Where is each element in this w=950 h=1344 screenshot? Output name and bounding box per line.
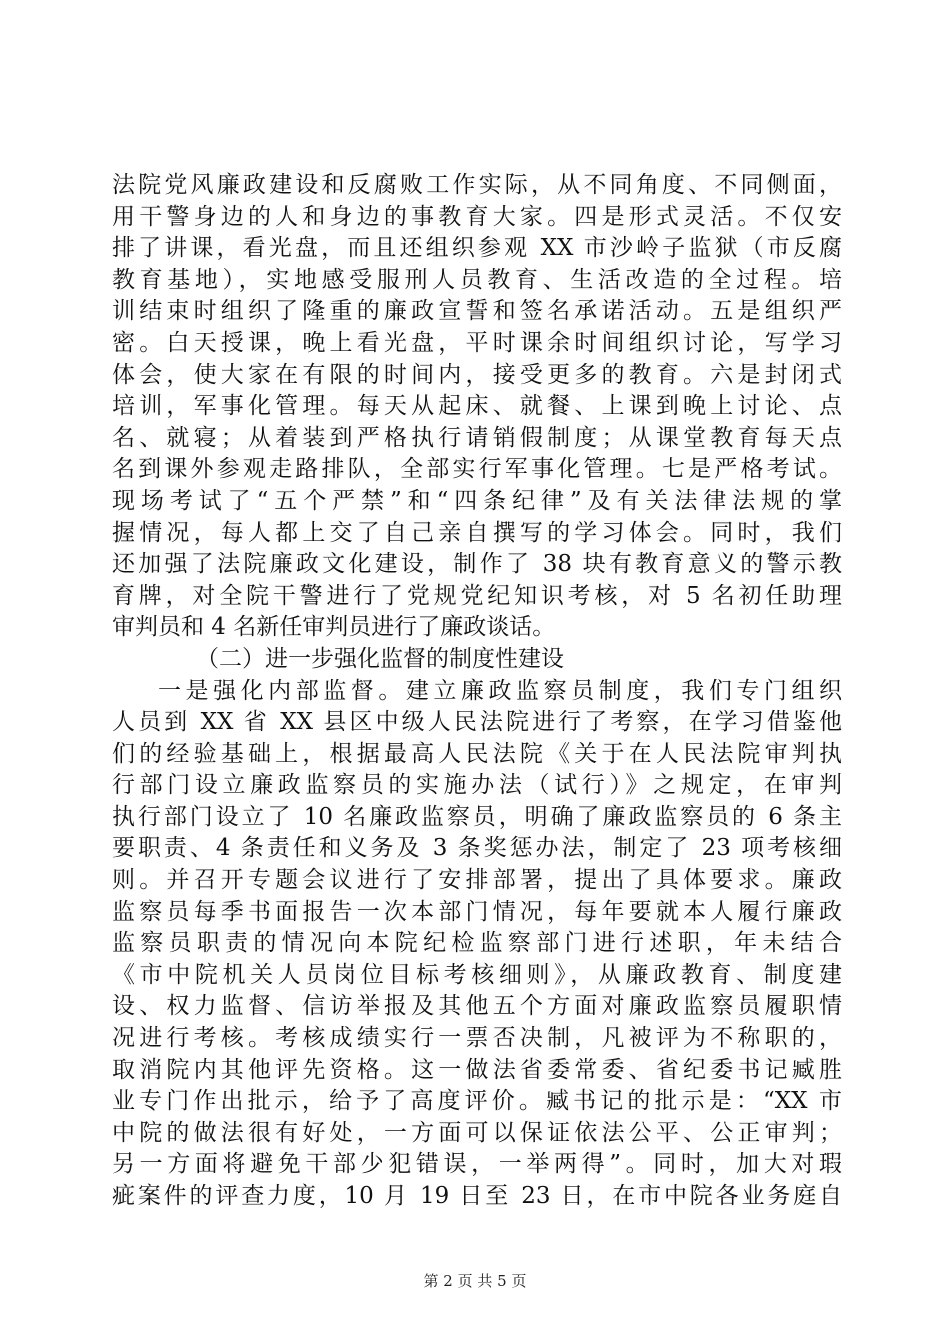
text-line: 业专门作出批示，给予了高度评价。臧书记的批示是：“XX 市 [112,1088,842,1115]
text-line: 育牌，对全院干警进行了党规党纪知识考核，对 5 名初任助理 [112,582,842,609]
text-line: 一是强化内部监督。建立廉政监察员制度，我们专门组织 [158,677,842,704]
text-line: 监察员每季书面报告一次本部门情况，每年要就本人履行廉政 [112,898,842,925]
text-line: 取消院内其他评先资格。这一做法省委常委、省纪委书记臧胜 [112,1056,842,1083]
text-line: 中院的做法很有好处，一方面可以保证依法公平、公正审判； [112,1119,842,1146]
text-line: 《市中院机关人员岗位目标考核细则》，从廉政教育、制度建 [112,961,842,988]
text-line: 况进行考核。考核成绩实行一票否决制，凡被评为不称职的， [112,1025,842,1052]
text-line: 则。并召开专题会议进行了安排部署，提出了具体要求。廉政 [112,867,842,894]
text-line: 行部门设立廉政监察员的实施办法（试行）》之规定，在审判 [112,772,842,799]
text-line: 人员到 XX 省 XX 县区中级人民法院进行了考察，在学习借鉴他 [112,709,842,736]
text-line: 还加强了法院廉政文化建设，制作了 38 块有教育意义的警示教 [112,551,842,578]
text-line: 排了讲课，看光盘，而且还组织参观 XX 市沙岭子监狱（市反腐 [112,235,842,262]
text-line: 密。白天授课，晚上看光盘，平时课余时间组织讨论，写学习 [112,329,842,356]
text-line: 名、就寝；从着装到严格执行请销假制度；从课堂教育每天点 [112,424,842,451]
section-heading: （二）进一步强化监督的制度性建设 [196,645,564,672]
text-line: 用干警身边的人和身边的事教育大家。四是形式灵活。不仅安 [112,203,842,230]
text-line: 要职责、4 条责任和义务及 3 条奖惩办法，制定了 23 项考核细 [112,835,842,862]
text-line: 教育基地），实地感受服刑人员教育、生活改造的全过程。培 [112,266,842,293]
text-line: 监察员职责的情况向本院纪检监察部门进行述职，年未结合 [112,930,842,957]
text-line: 疵案件的评查力度，10 月 19 日至 23 日，在市中院各业务庭自 [112,1183,842,1209]
text-line: 法院党风廉政建设和反腐败工作实际，从不同角度、不同侧面， [112,172,842,198]
text-line: 另一方面将避免干部少犯错误，一举两得”。同时，加大对瑕 [112,1151,842,1178]
text-line: 现场考试了“五个严禁”和“四条纪律”及有关法律法规的掌 [112,487,842,514]
text-line: 名到课外参观走路排队，全部实行军事化管理。七是严格考试。 [112,456,842,483]
text-line: 训结束时组织了隆重的廉政宣誓和签名承诺活动。五是组织严 [112,298,842,325]
text-line: 执行部门设立了 10 名廉政监察员，明确了廉政监察员的 6 条主 [112,803,842,830]
text-line: 握情况，每人都上交了自己亲自撰写的学习体会。同时，我们 [112,519,842,546]
text-line: 设、权力监督、信访举报及其他五个方面对廉政监察员履职情 [112,993,842,1020]
text-line: 们的经验基础上，根据最高人民法院《关于在人民法院审判执 [112,740,842,767]
text-line: 审判员和 4 名新任审判员进行了廉政谈话。 [112,614,556,641]
text-line: 体会，使大家在有限的时间内，接受更多的教育。六是封闭式 [112,361,842,388]
page-footer: 第 2 页 共 5 页 [423,1272,527,1290]
text-line: 培训，军事化管理。每天从起床、就餐、上课到晚上讨论、点 [112,393,842,420]
document-body [112,170,842,1213]
